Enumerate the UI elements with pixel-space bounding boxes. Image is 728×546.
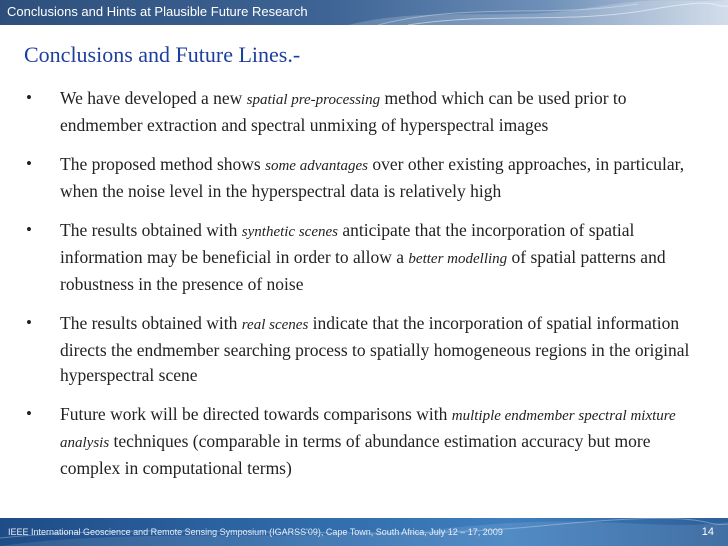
bullet-emphasis: some advantages: [265, 158, 369, 174]
bullet-text: The results obtained with: [60, 220, 242, 240]
bullet-marker: •: [26, 220, 32, 239]
bullet-text: anticipate that the incorporation of spatial information may be beneficial in order to allow a: [60, 220, 635, 267]
bullet-emphasis: better modelling: [408, 251, 508, 267]
bullet-emphasis: synthetic scenes: [241, 224, 338, 240]
slide-heading: Conclusions and Future Lines.-: [24, 42, 301, 67]
bullet-text: of spatial patterns and robustness in the presence of noise: [60, 247, 666, 294]
bullet-item: [24, 311, 700, 388]
bullet-text: The results obtained with: [60, 313, 242, 333]
bullet-text: method which can be used prior to endmember extraction and spectral unmixing of hyperspectral images: [60, 88, 627, 135]
bullet-item: [24, 152, 700, 204]
bullet-text: over other existing approaches, in particular, when the noise level in the hyperspectral data is relatively high: [60, 154, 685, 201]
bullet-text: Future work will be directed towards comparisons with: [60, 404, 452, 424]
bullet-marker: •: [26, 313, 32, 332]
bullet-marker: •: [26, 404, 32, 423]
header-wave-decoration: [348, 0, 728, 25]
bullet-emphasis: real scenes: [241, 317, 309, 333]
top-title-bar: [0, 0, 728, 25]
bullet-item: [24, 218, 700, 297]
bullet-item: [24, 402, 700, 481]
bullet-list: [24, 86, 700, 495]
bullet-marker: •: [26, 88, 32, 107]
bullet-emphasis: multiple endmember spectral mixture analysis: [60, 408, 676, 451]
bullet-text: indicate that the incorporation of spatial information directs the endmember searching process to spatially homogeneous regions in the original hyperspectral scene: [60, 313, 690, 385]
footer-bar: [0, 518, 728, 546]
bullet-item: [24, 86, 700, 138]
footer-conference-text: IEEE International Geoscience and Remote Sensing Symposium (IGARSS'09), Cape Town, South Africa, July 12 – 17, 2009: [8, 527, 503, 537]
bullet-text: The proposed method shows: [60, 154, 266, 174]
page-number: 14: [701, 526, 714, 538]
bullet-text: We have developed a new: [60, 88, 247, 108]
bullet-marker: •: [26, 154, 32, 173]
bullet-text: techniques (comparable in terms of abundance estimation accuracy but more complex in computational terms): [60, 431, 651, 478]
bullet-emphasis: spatial pre-processing: [246, 92, 381, 108]
header-title: Conclusions and Hints at Plausible Future Research: [7, 4, 308, 19]
